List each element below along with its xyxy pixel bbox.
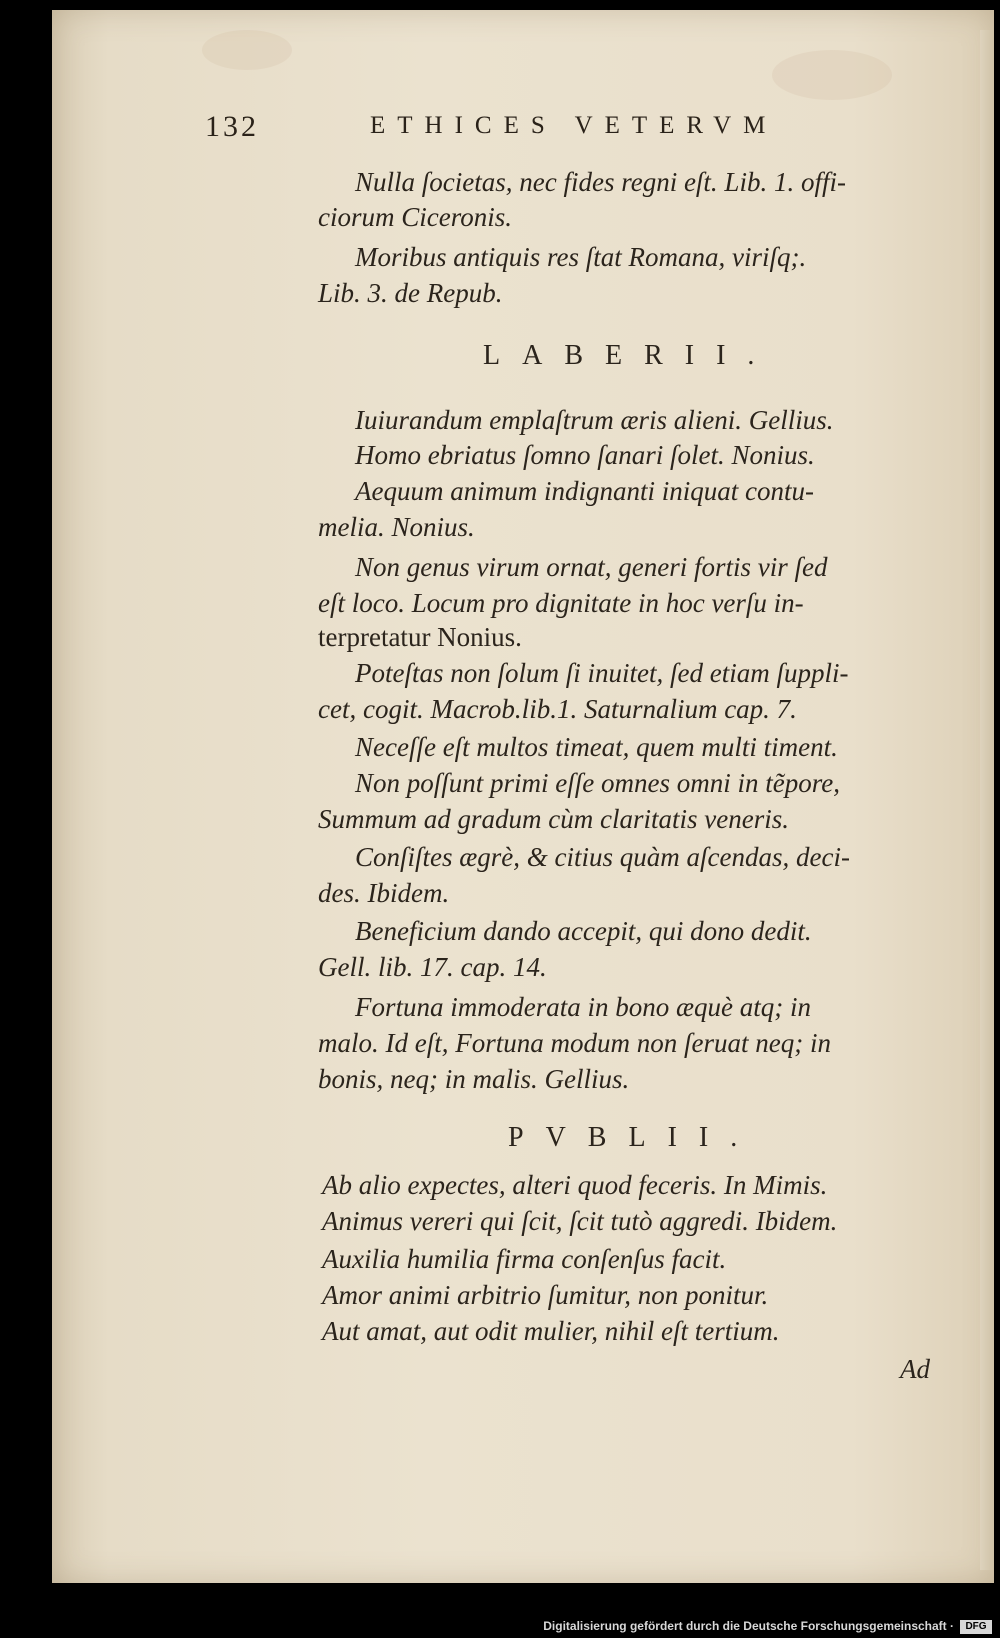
- text-line: bonis, neq; in malis. Gellius.: [318, 1064, 630, 1094]
- text-line: Gell. lib. 17. cap. 14.: [318, 952, 547, 982]
- text-line: Poteſtas non ſolum ſi inuitet, ſed etiam ſuppli-: [355, 658, 849, 688]
- text-line: terpretatur Nonius.: [318, 622, 522, 652]
- page-edge: [980, 30, 994, 1570]
- running-head: ETHICES VETERVM: [370, 112, 778, 139]
- text-line: Nulla ſocietas, nec fides regni eſt. Lib. 1. offi-: [355, 167, 846, 197]
- text-line: Aequum animum indignanti iniquat contu-: [355, 476, 814, 506]
- text-line: Ab alio expectes, alteri quod feceris. In Mimis.: [322, 1170, 828, 1200]
- text-line: malo. Id eſt, Fortuna modum non ſeruat neq; in: [318, 1028, 831, 1058]
- text-line: Animus vereri qui ſcit, ſcit tutò aggredi. Ibidem.: [322, 1206, 838, 1236]
- catchword: Ad: [900, 1354, 930, 1384]
- text-line: Auxilia humilia firma conſenſus facit.: [322, 1244, 727, 1274]
- text-line: Amor animi arbitrio ſumitur, non ponitur.: [322, 1280, 769, 1310]
- text-line: Lib. 3. de Repub.: [318, 278, 503, 308]
- text-line: Summum ad gradum cùm claritatis veneris.: [318, 804, 789, 834]
- text-line: Neceſſe eſt multos timeat, quem multi timent.: [355, 732, 838, 762]
- digitization-footer: [0, 1616, 1000, 1638]
- text-line: Moribus antiquis res ſtat Romana, viriſq;.: [355, 242, 807, 272]
- text-line: Beneficium dando accepit, qui dono dedit.: [355, 916, 812, 946]
- text-line: melia. Nonius.: [318, 512, 475, 542]
- paper-stain: [772, 50, 892, 100]
- text-line: Fortuna immoderata in bono æquè atq; in: [355, 992, 811, 1022]
- paper-stain: [202, 30, 292, 70]
- page-number: 132: [205, 110, 259, 143]
- footer-credit: Digitalisierung gefördert durch die Deutsche Forschungsgemeinschaft ·: [543, 1619, 954, 1633]
- text-line: ciorum Ciceronis.: [318, 202, 512, 232]
- text-line: Non poſſunt primi eſſe omnes omni in tẽpore,: [355, 768, 840, 798]
- section-heading-publii: PVBLII.: [508, 1122, 760, 1153]
- text-line: Iuiurandum emplaſtrum æris alieni. Gellius.: [355, 405, 834, 435]
- dfg-logo: DFG: [960, 1620, 992, 1634]
- text-line: Homo ebriatus ſomno ſanari ſolet. Nonius.: [355, 440, 815, 470]
- section-heading-laberii: LABERII.: [483, 340, 777, 371]
- text-line: Non genus virum ornat, generi fortis vir ſed: [355, 552, 828, 582]
- text-line: cet, cogit. Macrob.lib.1. Saturnalium cap. 7.: [318, 694, 797, 724]
- text-line: Aut amat, aut odit mulier, nihil eſt tertium.: [322, 1316, 780, 1346]
- text-line: des. Ibidem.: [318, 878, 450, 908]
- page-header: [205, 110, 905, 146]
- text-line: Conſiſtes ægrè, & citius quàm aſcendas, deci-: [355, 842, 850, 872]
- text-line: eſt loco. Locum pro dignitate in hoc verſu in-: [318, 588, 804, 618]
